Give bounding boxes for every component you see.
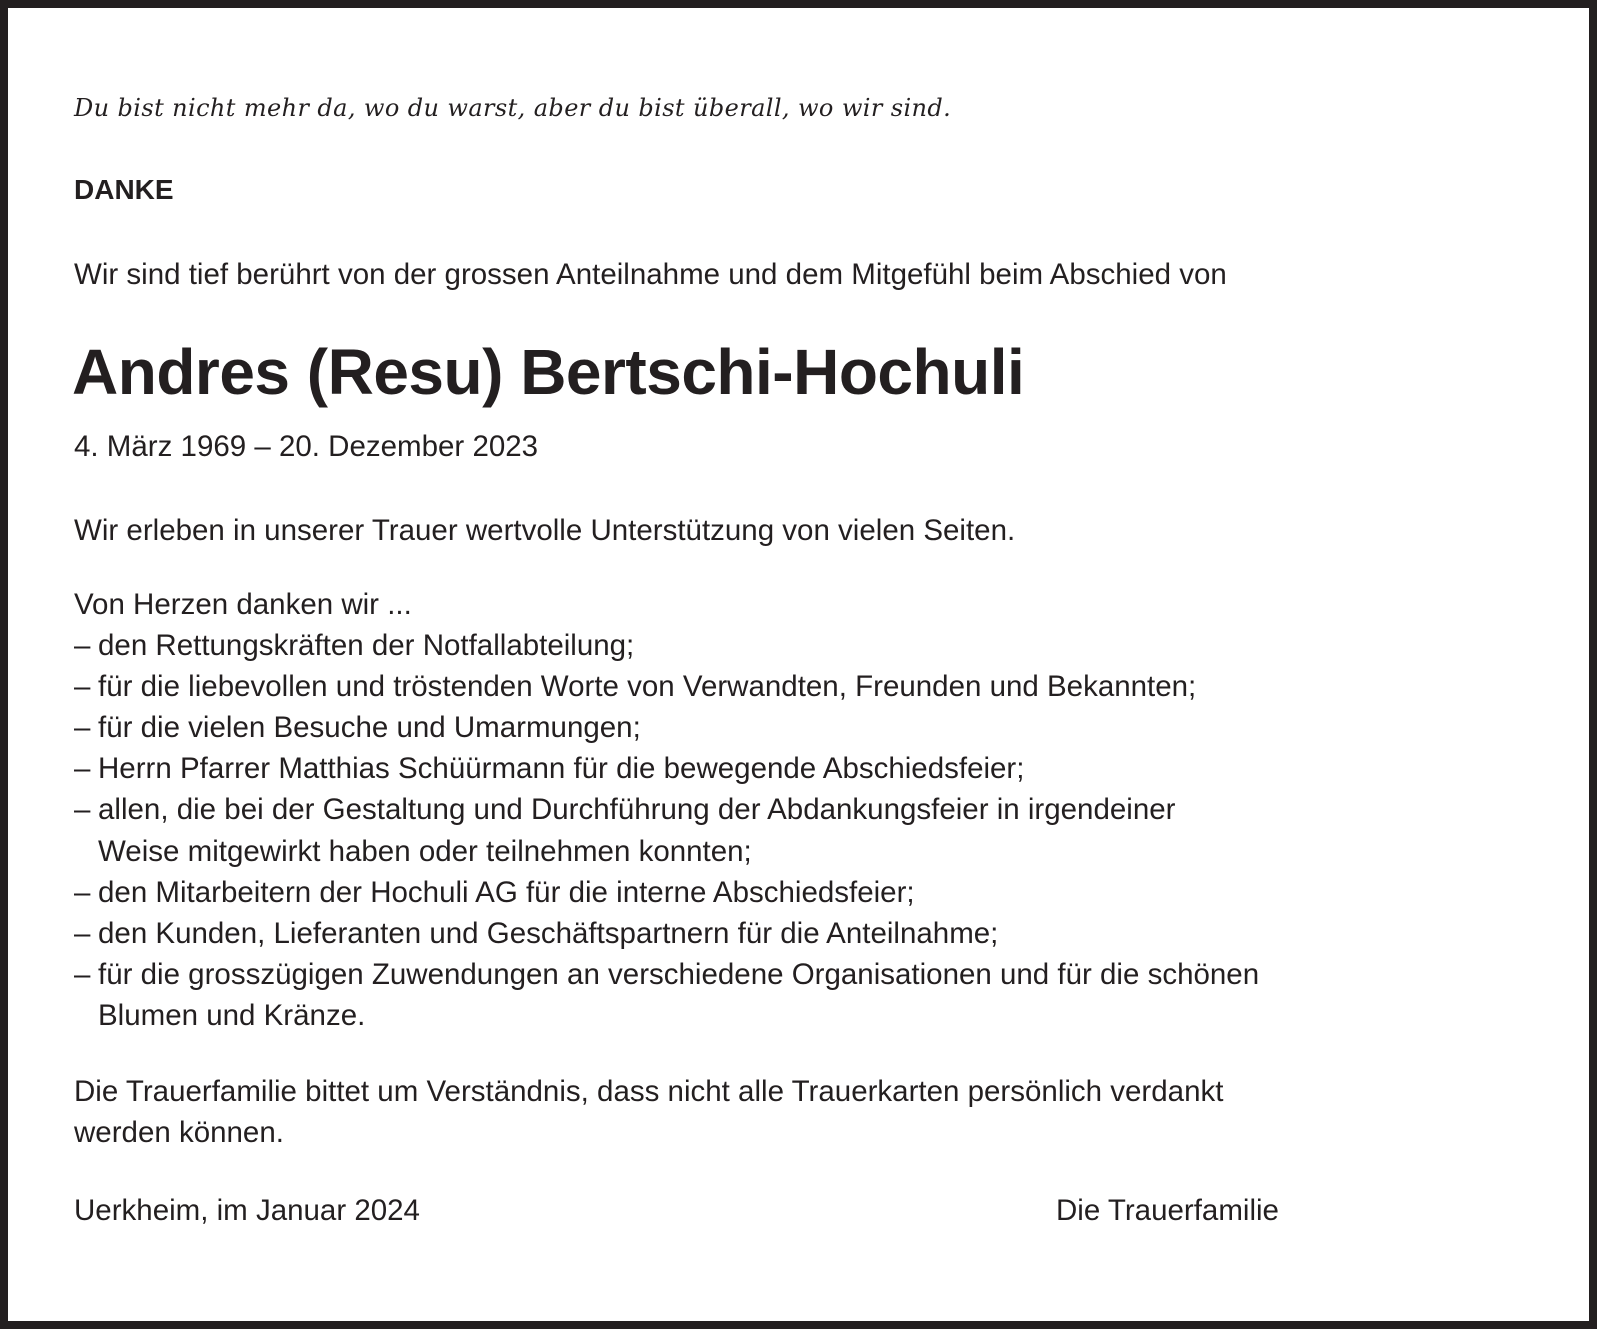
closing-line-2: werden können.	[74, 1116, 284, 1149]
dash: –	[74, 670, 91, 704]
dash: –	[74, 752, 91, 786]
thanks-item	[74, 872, 1534, 913]
thanks-item-text: allen, die bei der Gestaltung und Durchführung der Abdankungsfeier in irgendeiner	[98, 793, 1176, 827]
thanks-item-text: den Rettungskräften der Notfallabteilung;	[98, 629, 635, 663]
dash: –	[74, 793, 91, 827]
thanks-item-text: den Mitarbeitern der Hochuli AG für die interne Abschiedsfeier;	[98, 875, 915, 909]
place-date: Uerkheim, im Januar 2024	[74, 1194, 420, 1227]
dash: –	[74, 629, 91, 663]
thanks-item	[74, 954, 1534, 1036]
thanks-item	[74, 707, 1534, 748]
dash: –	[74, 875, 91, 909]
thanks-item-text-continued: Blumen und Kränze.	[98, 998, 366, 1032]
thanks-item-text-continued: Weise mitgewirkt haben oder teilnehmen konnten;	[98, 834, 752, 868]
signature: Die Trauerfamilie	[1056, 1194, 1279, 1227]
thanks-lead: Von Herzen danken wir ...	[74, 588, 412, 621]
thanks-list	[74, 584, 1534, 1036]
life-dates: 4. März 1969 – 20. Dezember 2023	[74, 430, 539, 463]
deceased-name: Andres (Resu) Bertschi-Hochuli	[72, 336, 1025, 408]
motto-quote: Du bist nicht mehr da, wo du warst, aber du bist überall, wo wir sind.	[74, 94, 952, 122]
dash: –	[74, 916, 91, 950]
dash: –	[74, 957, 91, 991]
thanks-item-text: den Kunden, Lieferanten und Geschäftspartnern für die Anteilnahme;	[98, 916, 999, 950]
closing-line-1: Die Trauerfamilie bittet um Verständnis, dass nicht alle Trauerkarten persönlich verdankt	[74, 1075, 1224, 1108]
support-text: Wir erleben in unserer Trauer wertvolle Unterstützung von vielen Seiten.	[74, 514, 1016, 547]
thanks-item-text: Herrn Pfarrer Matthias Schüürmann für die bewegende Abschiedsfeier;	[98, 752, 1025, 786]
intro-text: Wir sind tief berührt von der grossen Anteilnahme und dem Mitgefühl beim Abschied von	[74, 258, 1227, 291]
closing-text	[74, 1071, 1474, 1153]
thanks-item	[74, 748, 1534, 789]
thanks-item	[74, 625, 1534, 666]
thanks-item	[74, 913, 1534, 954]
thanks-item-text: für die vielen Besuche und Umarmungen;	[98, 711, 641, 745]
thanks-item	[74, 666, 1534, 707]
dash: –	[74, 711, 91, 745]
thanks-item-text: für die grosszügigen Zuwendungen an verschiedene Organisationen und für die schönen	[98, 957, 1260, 991]
thanks-item	[74, 789, 1534, 871]
heading: DANKE	[74, 174, 174, 205]
thanks-item-text: für die liebevollen und tröstenden Worte von Verwandten, Freunden und Bekannten;	[98, 670, 1197, 704]
